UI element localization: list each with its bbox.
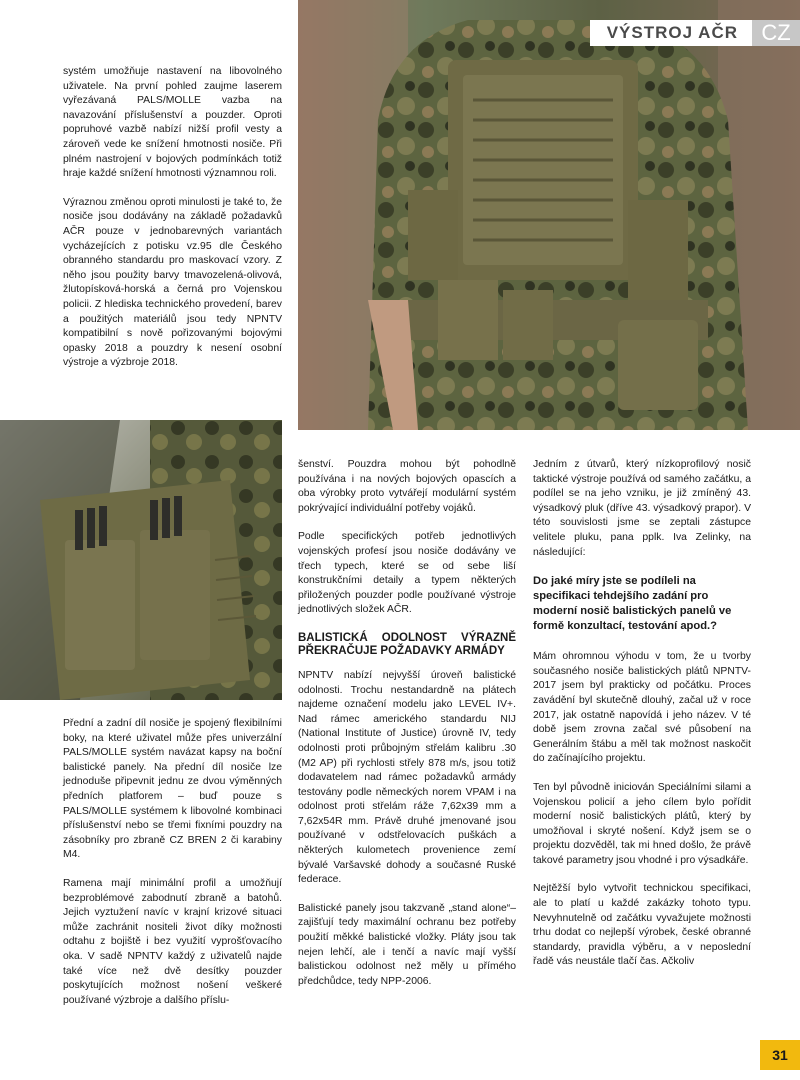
side-panel-illustration	[0, 420, 282, 700]
paragraph: Podle specifických potřeb jednotlivých vojenských profesí jsou nosiče dodávány ve třech typech, které se od sebe liší konstrukčními detaily a typem některých přiložených pouzder podle používané výstroje jednotlivých složek AČR.	[298, 531, 516, 616]
section-header	[590, 20, 800, 46]
paragraph: systém umožňuje nastavení na libovolného uživatele. Na první pohled zaujme laserem vyřezávaná PALS/MOLLE vazba na navazování příslušenství a pouzder. Oproti popruhové vazbě nabízí nižší profil vesty a zároveň vede ke snížení hmotnosti nosiče. Při plném nastrojení v bojových podmínkách totiž hraje každé snížení hmotnosti významnou roli.	[63, 66, 282, 180]
page-number: 31	[760, 1040, 800, 1070]
paragraph: šenství. Pouzdra mohou být pohodlně používána i na nových bojových opascích a oba výrobky proto vytvářejí modulární systém pokrývající individuální potřeby vojáků.	[298, 459, 516, 514]
section-title: VÝSTROJ AČR	[606, 23, 738, 42]
paragraph: Balistické panely jsou takzvaně „stand alone“– zajišťují tedy maximální ochranu bez potřeby použití měkké balistické vložky. Pláty jsou tak nejen lehčí, ale i tenčí a navíc mají vyšší balistickou odolnost než měly u přímého předchůdce, tedy NPP-2006.	[298, 902, 516, 987]
paragraph: NPNTV nabízí nejvyšší úroveň balistické odolnosti. Trochu nestandardně na plátech najdeme označení modelu jako LEVEL IV+. Nad rámec amerického standardu NIJ (National Institute of Justice) úrovně IV, tedy odolnosti proti průbojným střelám kalibru .30 (M2 AP) při rychlosti střely 878 m/s, jsou totiž dodavatelem nad rámec požadavků armády testovány podle německých norem VPAM i na odolnost proti střelám ráže 7,62x39 mm a 7,62x54R mm. Právě druhé jmenované jsou používané v odstřelovacích puškách a některých kulometech provenience zemí bývalé Varšavské dohody a současné Ruské federace.	[298, 669, 516, 886]
paragraph: Nejtěžší bylo vytvořit technickou specifikaci, ale to platí u každé zakázky tohoto typu. Nevyhnutelně od začátku vyvažujete možnosti trhu dodat co nejlepší výrobek, české obranné standardy, pravidla výběru, a v neposlední řadě vás neustále tlačí čas. Ačkoliv	[533, 883, 751, 968]
soldier-back-illustration	[298, 0, 800, 430]
column-3	[533, 458, 751, 970]
side-panel-photo	[0, 420, 282, 700]
section-heading: BALISTICKÁ ODOLNOST VÝRAZNĚ PŘEKRAČUJE POŽADAVKY ARMÁDY	[298, 631, 516, 658]
country-tag: CZ	[752, 20, 800, 46]
column-2	[298, 458, 516, 989]
column-1-top	[63, 65, 282, 371]
paragraph: Mám ohromnou výhodu v tom, že u tvorby současného nosiče balistických plátů NPNTV-2017 jsem byl prakticky od počátku. Proces zavádění byl skutečně dlouhý, začal už v roce 2017, jak ostatně napovídá i jeho název. V té době jsem zrovna začal své působení na Generálním štábu a měl tak možnost naskočit do začínajícího projektu.	[533, 651, 751, 765]
paragraph: Jedním z útvarů, který nízkoprofilový nosič taktické výstroje používá od samého začátku, a podílel se na jeho vzniku, je již zmíněný 43. výsadkový pluk (dříve 43. výsadkový prapor). V této souvislosti jsme se zeptali zástupce velitele pluku, pana pplk. Iva Zelinky, na následující:	[533, 459, 751, 558]
paragraph: Ten byl původně iniciován Speciálními silami a Vojenskou policií a jeho cílem bylo pořídit moderní nosič balistických plátů, který by umožňoval i skryté nošení. Když jsem se o projektu dozvěděl, tak mi hned došlo, že právě takové parametry jsou vhodné i pro výsadkáře.	[533, 781, 751, 866]
paragraph: Přední a zadní díl nosiče je spojený flexibilními boky, na které uživatel může přes univerzální PALS/MOLLE systém navázat kapsy na boční balistické panely. Na přední díl nosiče lze jednoduše připevnit jednu ze dvou výměnných předních platforem – buď pouze s PALS/MOLLE systémem k libovolné kombinaci příslušenství nebo se třemi fixními pouzdry na zásobníky pro zbraně CZ BREN 2 či karabiny M4.	[63, 718, 282, 861]
paragraph: Výraznou změnou oproti minulosti je také to, že nosiče jsou dodávány na základě požadavků AČR pouze v jednobarevných variantách vycházejících z potisku vz.95 dle Českého obranného standardu pro maskovací vzory. Z něho jsou použity barvy tmavozelená-olivová, žlutopísková-horská a černá pro Vojenskou policii. Z hlediska technického provedení, barev a použitých materiálů jsou tedy NPNTV kompatibilní s nově pořizovanými bojovými opasky 2018 a pouzdry k nesení osobní výstroje a výzbroje 2018.	[63, 196, 282, 369]
column-1-bottom	[63, 717, 282, 1008]
paragraph: Ramena mají minimální profil a umožňují bezproblémové zabodnutí zbraně a batohů. Jejich vyztužení navíc v krajní krizové situaci může zachránit nositeli život díky možnosti odtahu z bojiště i bez využití vyprošťovacího oka. V sadě NPNTV každý z uživatelů najde také více než dvě desítky pouzder poskytujících možnost nošení veškeré používané výzbroje a dalšího příslu-	[63, 877, 282, 1006]
interview-question: Do jaké míry jste se podíleli na specifikaci tehdejšího zadání pro moderní nosič balistických panelů ve formě konzultací, testování apod.?	[533, 575, 732, 633]
soldier-back-photo	[298, 0, 800, 430]
